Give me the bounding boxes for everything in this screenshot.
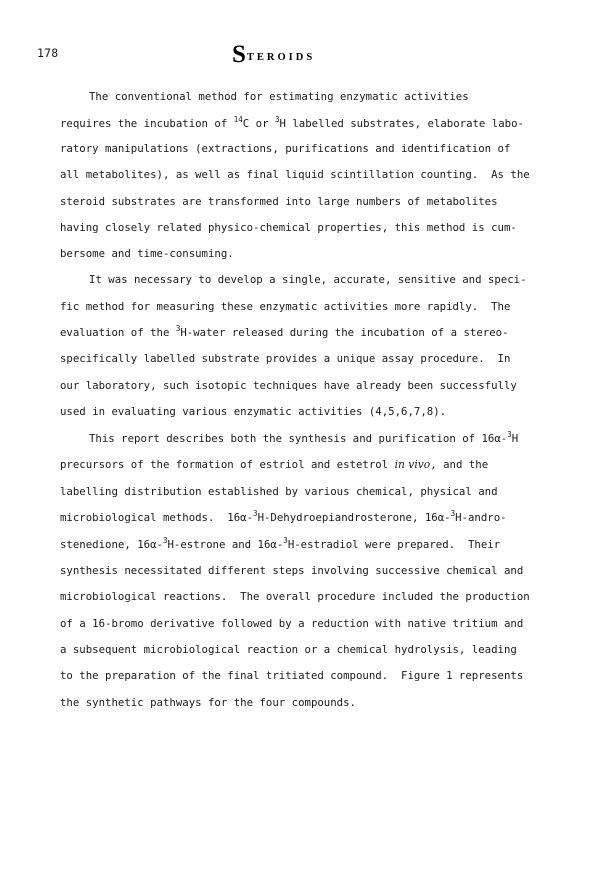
text-line: all metabolites), as well as final liquid scintillation counting. As the [60,168,530,181]
text-line: synthesis necessitated different steps involving successive chemical and [60,564,524,577]
text-line: requires the incubation of $^{14}$C or $^3$H labelled substrates, elaborate labo- [60,115,524,130]
text-line: The conventional method for estimating enzymatic activities [89,90,469,103]
journal-title-initial: S [232,41,247,68]
text-line: evaluation of the $^3$H-water released during the incubation of a stereo- [60,324,509,339]
text-line: to the preparation of the final tritiated compound. Figure 1 represents [60,669,524,682]
text-line: microbiological reactions. The overall procedure included the production [60,590,530,603]
text-line: precursors of the formation of estriol and estetrol in vivo, and the [60,458,489,471]
text-line: bersome and time-consuming. [60,247,234,260]
text-line: stenedione, 16α-$^3$H-estrone and 16α-$^3$H-estradiol were prepared. Their [60,536,501,551]
text-line: used in evaluating various enzymatic activities (4,5,6,7,8). [60,405,447,418]
text-line: having closely related physico-chemical properties, this method is cum- [60,221,517,234]
italic-term: in vivo [394,458,431,471]
text-line: labelling distribution established by various chemical, physical and [60,485,498,498]
text-line: of a 16-bromo derivative followed by a reduction with native tritium and [60,617,524,630]
text-line: specifically labelled substrate provides a unique assay procedure. In [60,352,511,365]
page-number: 178 [37,46,59,60]
text-line: steroid substrates are transformed into large numbers of metabolites [60,195,498,208]
text-line: fic method for measuring these enzymatic activities more rapidly. The [60,300,511,313]
text-line: our laboratory, such isotopic techniques have already been successfully [60,379,517,392]
text-line: a subsequent microbiological reaction or a chemical hydrolysis, leading [60,643,517,656]
text-line: microbiological methods. 16α-$^3$H-Dehydroepiandrosterone, 16α-$^3$H-andro- [60,509,507,524]
text-line: This report describes both the synthesis and purification of 16α-$^3$H [89,430,519,445]
text-line: the synthetic pathways for the four compounds. [60,696,356,709]
journal-title [232,41,315,69]
text-line: It was necessary to develop a single, accurate, sensitive and speci- [89,273,527,286]
text-line: ratory manipulations (extractions, purifications and identification of [60,142,511,155]
journal-title-rest: TEROIDS [246,52,316,63]
